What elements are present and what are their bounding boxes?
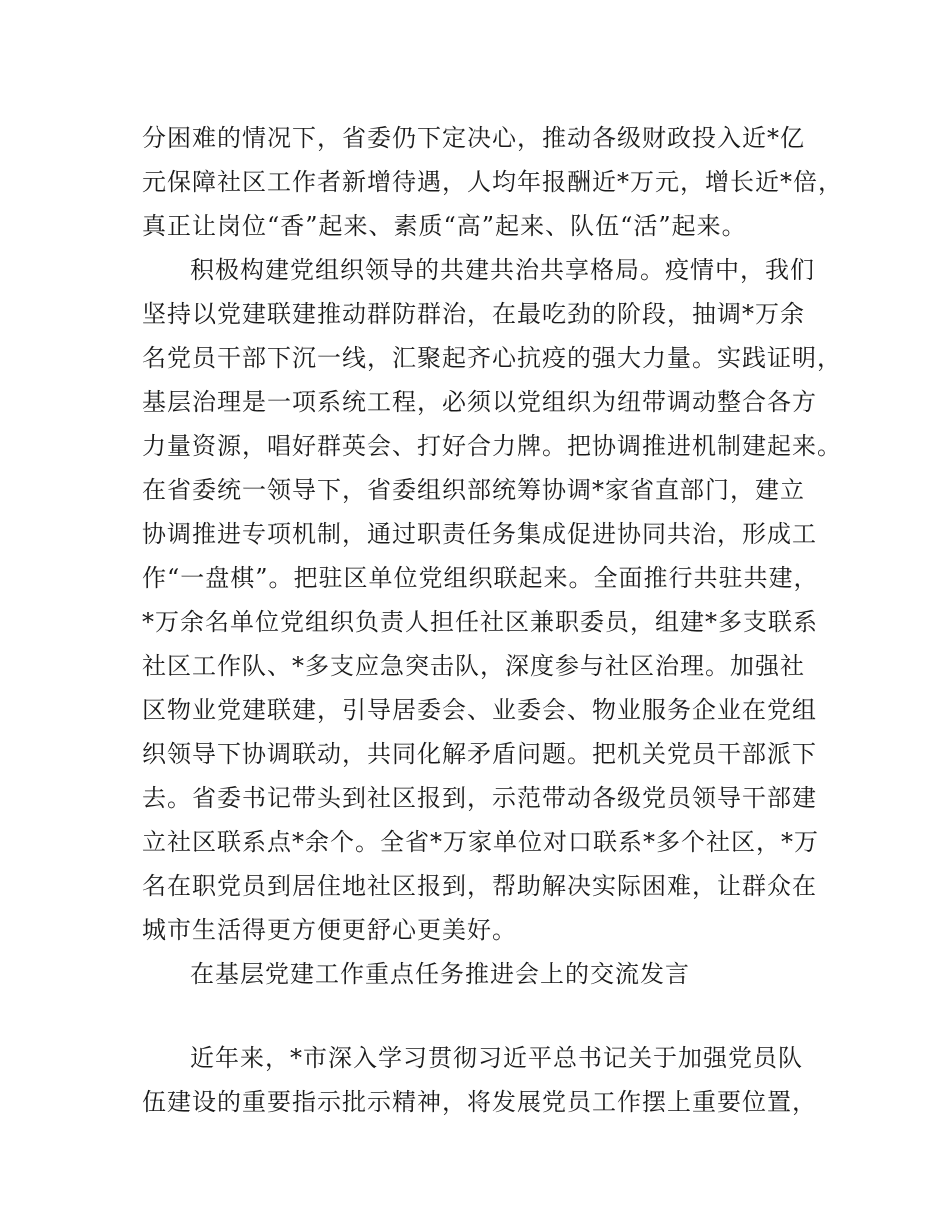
- text-line: 名在职党员到居住地社区报到，帮助解决实际困难，让群众在: [142, 872, 817, 900]
- paragraph-start-line: 积极构建党组织领导的共建共治共享格局。疫情中，我们: [190, 256, 815, 284]
- text-line: 在省委统一领导下，省委组织部统筹协调*家省直部门，建立: [142, 476, 805, 504]
- text-line: 去。省委书记带头到社区报到，示范带动各级党员领导干部建: [142, 784, 817, 812]
- text-line: 社区工作队、*多支应急突击队，深度参与社区治理。加强社: [142, 652, 805, 680]
- text-line: 立社区联系点*余个。全省*万家单位对口联系*多个社区，*万: [142, 828, 819, 856]
- text-line: 真正让岗位“香”起来、素质“高”起来、队伍“活”起来。: [142, 212, 747, 240]
- text-line: 基层治理是一项系统工程，必须以党组织为纽带调动整合各方: [142, 388, 817, 416]
- text-line: 分困难的情况下，省委仍下定决心，推动各级财政投入近*亿: [142, 124, 805, 152]
- text-line: 织领导下协调联动，共同化解矛盾问题。把机关党员干部派下: [142, 740, 817, 768]
- text-line: 区物业党建联建，引导居委会、业委会、物业服务企业在党组: [142, 696, 817, 724]
- text-line: 力量资源，唱好群英会、打好合力牌。把协调推进机制建起来。: [142, 432, 842, 460]
- text-line: 坚持以党建联建推动群防群治，在最吃劲的阶段，抽调*万余: [142, 300, 805, 328]
- text-line: 协调推进专项机制，通过职责任务集成促进协同共治，形成工: [142, 520, 817, 548]
- text-line: *万余名单位党组织负责人担任社区兼职委员，组建*多支联系: [142, 608, 818, 636]
- text-line: 元保障社区工作者新增待遇，人均年报酬近*万元，增长近*倍，: [142, 168, 843, 196]
- text-line: 作“一盘棋”。把驻区单位党组织联起来。全面推行共驻共建，: [142, 564, 819, 592]
- text-line: 城市生活得更方便更舒心更美好。: [142, 916, 517, 944]
- section-title: 在基层党建工作重点任务推进会上的交流发言: [190, 960, 690, 988]
- text-line: 名党员干部下沉一线，汇聚起齐心抗疫的强大力量。实践证明，: [142, 344, 842, 372]
- paragraph-start-line: 近年来，*市深入学习贯彻习近平总书记关于加强党员队: [190, 1044, 803, 1072]
- text-line: 伍建设的重要指示批示精神，将发展党员工作摆上重要位置，: [142, 1088, 817, 1116]
